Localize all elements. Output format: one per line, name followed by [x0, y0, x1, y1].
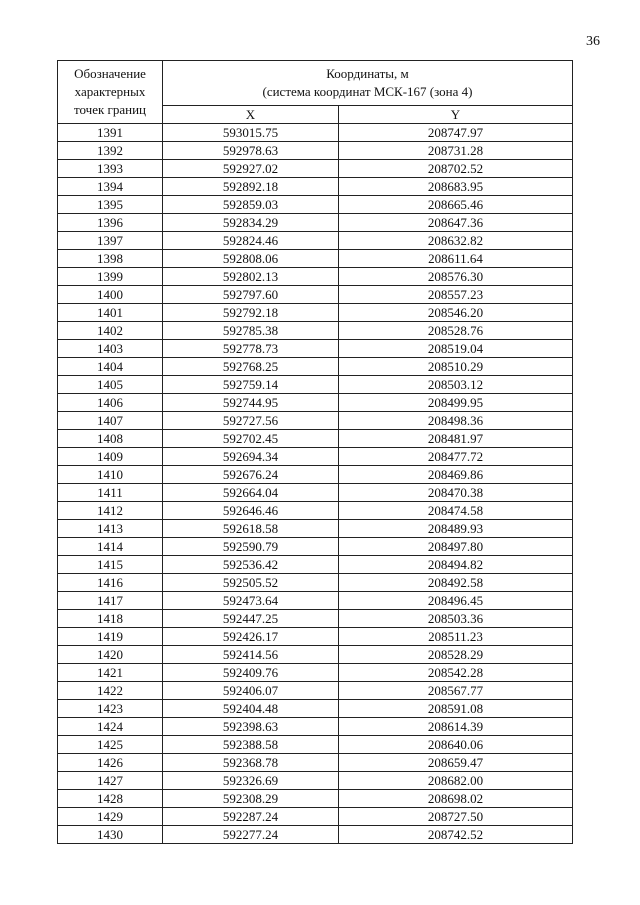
table-row — [58, 160, 573, 178]
point-id-cell: 1399 — [58, 268, 163, 286]
x-coordinate-cell: 592505.52 — [163, 574, 339, 592]
table-row — [58, 484, 573, 502]
x-coordinate-cell: 592808.06 — [163, 250, 339, 268]
x-coordinate-cell: 592834.29 — [163, 214, 339, 232]
table-row — [58, 502, 573, 520]
table-row — [58, 628, 573, 646]
point-id-cell: 1427 — [58, 772, 163, 790]
y-coordinate-cell: 208511.23 — [339, 628, 573, 646]
x-coordinate-cell: 592388.58 — [163, 736, 339, 754]
point-id-cell: 1396 — [58, 214, 163, 232]
y-coordinate-cell: 208510.29 — [339, 358, 573, 376]
table-row — [58, 430, 573, 448]
table-row — [58, 394, 573, 412]
y-coordinate-cell: 208659.47 — [339, 754, 573, 772]
y-coordinate-cell: 208494.82 — [339, 556, 573, 574]
y-coordinate-cell: 208698.02 — [339, 790, 573, 808]
point-id-cell: 1391 — [58, 124, 163, 142]
table-row — [58, 466, 573, 484]
point-id-cell: 1420 — [58, 646, 163, 664]
y-coordinate-cell: 208492.58 — [339, 574, 573, 592]
y-coordinate-cell: 208496.45 — [339, 592, 573, 610]
point-id-cell: 1392 — [58, 142, 163, 160]
point-id-cell: 1401 — [58, 304, 163, 322]
point-id-cell: 1423 — [58, 700, 163, 718]
point-id-cell: 1409 — [58, 448, 163, 466]
y-coordinate-cell: 208702.52 — [339, 160, 573, 178]
x-coordinate-cell: 592676.24 — [163, 466, 339, 484]
table-row — [58, 232, 573, 250]
point-id-cell: 1398 — [58, 250, 163, 268]
y-coordinate-cell: 208557.23 — [339, 286, 573, 304]
table-row — [58, 808, 573, 826]
table-row — [58, 124, 573, 142]
table-row — [58, 376, 573, 394]
x-coordinate-cell: 592414.56 — [163, 646, 339, 664]
x-coordinate-cell: 592778.73 — [163, 340, 339, 358]
point-id-cell: 1416 — [58, 574, 163, 592]
table-row — [58, 268, 573, 286]
table-row — [58, 826, 573, 844]
point-id-cell: 1419 — [58, 628, 163, 646]
table-row — [58, 196, 573, 214]
point-id-cell: 1421 — [58, 664, 163, 682]
table-row — [58, 412, 573, 430]
point-id-cell: 1415 — [58, 556, 163, 574]
x-coordinate-cell: 592398.63 — [163, 718, 339, 736]
y-coordinate-cell: 208542.28 — [339, 664, 573, 682]
y-coordinate-cell: 208469.86 — [339, 466, 573, 484]
x-coordinate-cell: 592792.18 — [163, 304, 339, 322]
point-id-cell: 1400 — [58, 286, 163, 304]
x-coordinate-cell: 592768.25 — [163, 358, 339, 376]
table-row — [58, 538, 573, 556]
page-number: 36 — [586, 34, 600, 49]
table-row — [58, 610, 573, 628]
x-coordinate-cell: 592368.78 — [163, 754, 339, 772]
coordinate-system: (система координат МСК-167 (зона 4) — [262, 84, 473, 99]
point-id-cell: 1406 — [58, 394, 163, 412]
x-coordinate-cell: 592308.29 — [163, 790, 339, 808]
x-coordinate-cell: 592326.69 — [163, 772, 339, 790]
x-column-header: X — [163, 106, 339, 124]
y-coordinate-cell: 208632.82 — [339, 232, 573, 250]
x-coordinate-cell: 592646.46 — [163, 502, 339, 520]
y-coordinate-cell: 208576.30 — [339, 268, 573, 286]
y-coordinate-cell: 208727.50 — [339, 808, 573, 826]
table-row — [58, 700, 573, 718]
x-coordinate-cell: 592744.95 — [163, 394, 339, 412]
point-id-cell: 1408 — [58, 430, 163, 448]
point-id-header-line: характерных — [74, 84, 146, 99]
point-id-cell: 1407 — [58, 412, 163, 430]
table-row — [58, 772, 573, 790]
point-id-header-line: точек границ — [73, 102, 147, 117]
x-coordinate-cell: 592426.17 — [163, 628, 339, 646]
y-coordinate-cell: 208497.80 — [339, 538, 573, 556]
point-id-cell: 1426 — [58, 754, 163, 772]
table-row — [58, 574, 573, 592]
y-coordinate-cell: 208682.00 — [339, 772, 573, 790]
table-body — [58, 124, 573, 844]
point-id-header — [58, 61, 163, 124]
y-coordinate-cell: 208567.77 — [339, 682, 573, 700]
y-coordinate-cell: 208647.36 — [339, 214, 573, 232]
table-row — [58, 448, 573, 466]
point-id-cell: 1411 — [58, 484, 163, 502]
y-coordinate-cell: 208474.58 — [339, 502, 573, 520]
x-coordinate-cell: 592287.24 — [163, 808, 339, 826]
table-row — [58, 142, 573, 160]
table-row — [58, 592, 573, 610]
table-row — [58, 340, 573, 358]
x-coordinate-cell: 592797.60 — [163, 286, 339, 304]
x-coordinate-cell: 592694.34 — [163, 448, 339, 466]
point-id-cell: 1412 — [58, 502, 163, 520]
x-coordinate-cell: 592277.24 — [163, 826, 339, 844]
point-id-cell: 1394 — [58, 178, 163, 196]
point-id-cell: 1410 — [58, 466, 163, 484]
point-id-cell: 1417 — [58, 592, 163, 610]
y-coordinate-cell: 208546.20 — [339, 304, 573, 322]
x-coordinate-cell: 592447.25 — [163, 610, 339, 628]
x-coordinate-cell: 592618.58 — [163, 520, 339, 538]
y-coordinate-cell: 208503.12 — [339, 376, 573, 394]
y-coordinate-cell: 208470.38 — [339, 484, 573, 502]
y-coordinate-cell: 208611.64 — [339, 250, 573, 268]
y-coordinate-cell: 208731.28 — [339, 142, 573, 160]
point-id-cell: 1429 — [58, 808, 163, 826]
point-id-cell: 1418 — [58, 610, 163, 628]
table-row — [58, 250, 573, 268]
y-coordinate-cell: 208640.06 — [339, 736, 573, 754]
y-coordinate-cell: 208591.08 — [339, 700, 573, 718]
point-id-cell: 1430 — [58, 826, 163, 844]
point-id-cell: 1403 — [58, 340, 163, 358]
y-coordinate-cell: 208498.36 — [339, 412, 573, 430]
point-id-cell: 1405 — [58, 376, 163, 394]
y-coordinate-cell: 208747.97 — [339, 124, 573, 142]
table-row — [58, 358, 573, 376]
table-row — [58, 520, 573, 538]
x-coordinate-cell: 592406.07 — [163, 682, 339, 700]
x-coordinate-cell: 592536.42 — [163, 556, 339, 574]
x-coordinate-cell: 592927.02 — [163, 160, 339, 178]
y-coordinate-cell: 208614.39 — [339, 718, 573, 736]
y-coordinate-cell: 208489.93 — [339, 520, 573, 538]
x-coordinate-cell: 592702.45 — [163, 430, 339, 448]
x-coordinate-cell: 592404.48 — [163, 700, 339, 718]
x-coordinate-cell: 592664.04 — [163, 484, 339, 502]
point-id-cell: 1393 — [58, 160, 163, 178]
table-row — [58, 304, 573, 322]
point-id-cell: 1413 — [58, 520, 163, 538]
y-coordinate-cell: 208481.97 — [339, 430, 573, 448]
x-coordinate-cell: 592859.03 — [163, 196, 339, 214]
table-row — [58, 664, 573, 682]
x-coordinate-cell: 592785.38 — [163, 322, 339, 340]
point-id-cell: 1424 — [58, 718, 163, 736]
x-coordinate-cell: 592759.14 — [163, 376, 339, 394]
table-row — [58, 682, 573, 700]
y-coordinate-cell: 208683.95 — [339, 178, 573, 196]
table-header — [58, 61, 573, 124]
x-coordinate-cell: 592590.79 — [163, 538, 339, 556]
x-coordinate-cell: 593015.75 — [163, 124, 339, 142]
table-row — [58, 178, 573, 196]
x-coordinate-cell: 592473.64 — [163, 592, 339, 610]
coordinates-title: Координаты, м — [326, 66, 409, 81]
point-id-cell: 1395 — [58, 196, 163, 214]
y-coordinate-cell: 208499.95 — [339, 394, 573, 412]
coordinates-header — [163, 61, 573, 106]
x-coordinate-cell: 592824.46 — [163, 232, 339, 250]
y-coordinate-cell: 208519.04 — [339, 340, 573, 358]
y-coordinate-cell: 208528.76 — [339, 322, 573, 340]
table-row — [58, 286, 573, 304]
y-coordinate-cell: 208665.46 — [339, 196, 573, 214]
x-coordinate-cell: 592978.63 — [163, 142, 339, 160]
point-id-cell: 1422 — [58, 682, 163, 700]
y-coordinate-cell: 208503.36 — [339, 610, 573, 628]
point-id-cell: 1404 — [58, 358, 163, 376]
x-coordinate-cell: 592892.18 — [163, 178, 339, 196]
table-row — [58, 322, 573, 340]
table-row — [58, 214, 573, 232]
point-id-cell: 1397 — [58, 232, 163, 250]
table-row — [58, 556, 573, 574]
table-row — [58, 754, 573, 772]
point-id-cell: 1425 — [58, 736, 163, 754]
y-coordinate-cell: 208528.29 — [339, 646, 573, 664]
coordinates-table — [57, 60, 573, 844]
point-id-header-line: Обозначение — [74, 66, 146, 81]
y-coordinate-cell: 208742.52 — [339, 826, 573, 844]
point-id-cell: 1414 — [58, 538, 163, 556]
table-row — [58, 718, 573, 736]
y-column-header: Y — [339, 106, 573, 124]
y-coordinate-cell: 208477.72 — [339, 448, 573, 466]
table-row — [58, 790, 573, 808]
point-id-cell: 1402 — [58, 322, 163, 340]
table-row — [58, 736, 573, 754]
x-coordinate-cell: 592409.76 — [163, 664, 339, 682]
x-coordinate-cell: 592802.13 — [163, 268, 339, 286]
table-row — [58, 646, 573, 664]
point-id-cell: 1428 — [58, 790, 163, 808]
x-coordinate-cell: 592727.56 — [163, 412, 339, 430]
